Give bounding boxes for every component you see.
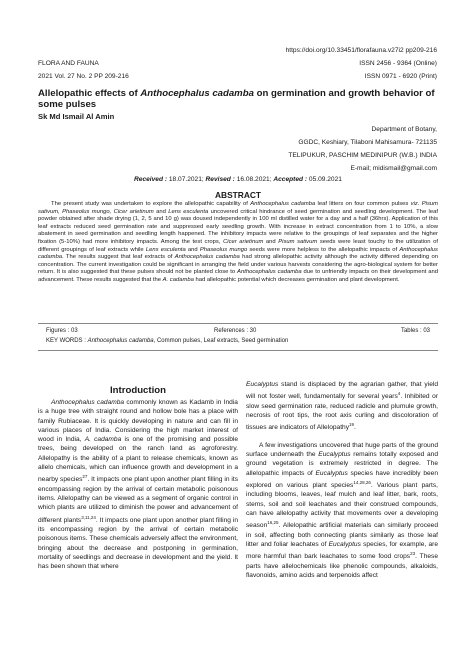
references-count: References : 30 xyxy=(214,328,257,334)
keywords: KEY WORDS : Anthocephalus cadamba, Common pulses, Leaf extracts, Seed germination xyxy=(46,338,289,344)
issn-print: ISSN 0971 - 6920 (Print) xyxy=(364,73,437,80)
tables-count: Tables : 03 xyxy=(400,328,430,334)
introduction-heading: Introduction xyxy=(110,385,166,396)
doi-link[interactable]: https://doi.org/10.33451/florafauna.v27i2 pp209-216 xyxy=(285,47,437,54)
affiliation-line: Department of Botany, xyxy=(371,126,437,133)
author-name: Sk Md Ismail Al Amin xyxy=(38,112,115,121)
volume-info: 2021 Vol. 27 No. 2 PP 209-216 xyxy=(38,73,129,80)
intro-paragraph: Eucalyptus stand is displaced by the agrarian gather, that yield will not foster well, fundamentally for several years$^4$. Inhibited or slow seed germination rate, reduced radicle and plumule growth, necrosis of root tips, the root axis curling and discoloration of tissues are indicators of Allelopathy$^{19}$. xyxy=(246,381,438,432)
affiliation-email: E-mail; midismail@gmail.com xyxy=(350,165,437,172)
journal-name: FLORA AND FAUNA xyxy=(38,60,99,67)
article-meta-box xyxy=(38,323,438,351)
affiliation-line: GGDC, Keshiary, Tilaboni Mahisamura- 721135 xyxy=(298,139,437,146)
article-dates: Received : 18.07.2021; Revised : 16.08.2021; Accepted : 05.09.2021 xyxy=(134,176,342,183)
affiliation xyxy=(217,123,437,175)
intro-left-column xyxy=(38,398,238,571)
article-title: Allelopathic effects of Anthocephalus cadamba on germination and growth behavior of some pulses xyxy=(38,88,435,110)
intro-paragraph: A few investigations uncovered that huge parts of the ground surface underneath the Eucalyptus remains totally exposed and ground vegetation is extremely restricted in degree. The allelopathic impacts of Eucalyptus species have incredibly been explored on various plant species$^{14,28,26}$. Various plant parts, including blooms, leaves, leaf mulch and leaf litter, bark, roots, stems, soil and soil leachates and their construed compounds, can have allelopathy activity that movements over a developing season$^{16,25}$. Allelopathic artificial materials can similarly proceed in soil, affecting both connecting plants similarly as those leaf litter and foliar leachates of Eucalyptus species, for example, are more harmful than bark leachates to some food crops$^{23}$. These parts have allelochemicals like phenolic compounds, alkaloids, flavonoids, amino acids and terpenoids affect xyxy=(246,441,439,579)
intro-right-column xyxy=(246,380,438,580)
abstract-heading: ABSTRACT xyxy=(214,190,262,200)
affiliation-line: TELIPUKUR, PASCHIM MEDINIPUR (W.B.) INDIA xyxy=(288,152,437,159)
issn-online: ISSN 2456 - 9364 (Online) xyxy=(359,60,437,67)
figures-count: Figures : 03 xyxy=(46,328,78,334)
abstract-body: The present study was undertaken to explore the allelopathic capability of Anthocephalus cadamba leaf litters on four common pulses viz. Pisum sativum, Phaseolus mungo, Cicer arietinum and Lens esculenta uncovered critical hindrance of seed germination and seedling development. The leaf powder obtained after shade drying (1, 2, 5 and 10 g) was doused independently in 100 ml distilled water for a day and a half (36hrs). Application of this leaf extracts reduced seed germination rate and suppressed early seedling growth. With increase in extract concentration from 1 to 10%, a slow abatement in seed germination and seedling length happened. The inhibitory impacts were relative to the groupings of leaf separates and the higher fixation (5-10%) had more inhibitory impacts. Among the test crops, Cicer arietinum and Pisum sativum seeds were least touchy to the utilization of different groupings of leaf extracts while Lens esculenta and Phaseolus mungo seeds were more helpless to the allelopathic impacts of Anthocephalus cadamba. The results suggest that leaf extracts of Anthocephalus cadamba had strong allelopathic activity although the activity differed depending on concentration. The current investigation could be significant in arranging the field under various harvests considering the agro-biological system for better return. It is also suggested that these pulses should not be planted close to Anthocephalus cadamba due to unfriendly impacts on their development and advancement. These results suggested that the A. cadamba had allelopathic potential which decreases germination and plant development. xyxy=(38,201,439,283)
intro-paragraph: Anthocephalus cadamba commonly known as Kadamb in India is a huge tree with straight round and hollow bole has a place with family Rubiaceae. It is quickly developing in nature and can fill in various places of India. Considering the high market interest of wood in India, A. cadamba is one of the promising and possible trees, being developed on the ranch land as agroforestry. Allelopathy is the ability of a plant to release chemicals, known as allelo chemicals, which can influence growth and development in a nearby species$^{27}$. It impacts one plant upon another plant filling in its encompassing region by the arrival of certain metabolic poisonous items. Allelopathy can be viewed as a segment of organic control in which plants are utilized to diminish the power and advancement of different plants$^{3,11,24}$. It impacts one plant upon another plant filling in its encompassing region by the arrival of certain metabolic poisonous items. These chemicals adversely affect the environment, bringing about the decrease and postponing in germination, mortality of seedlings and decrease in development and the yield. It has been shown that where xyxy=(38,399,238,571)
